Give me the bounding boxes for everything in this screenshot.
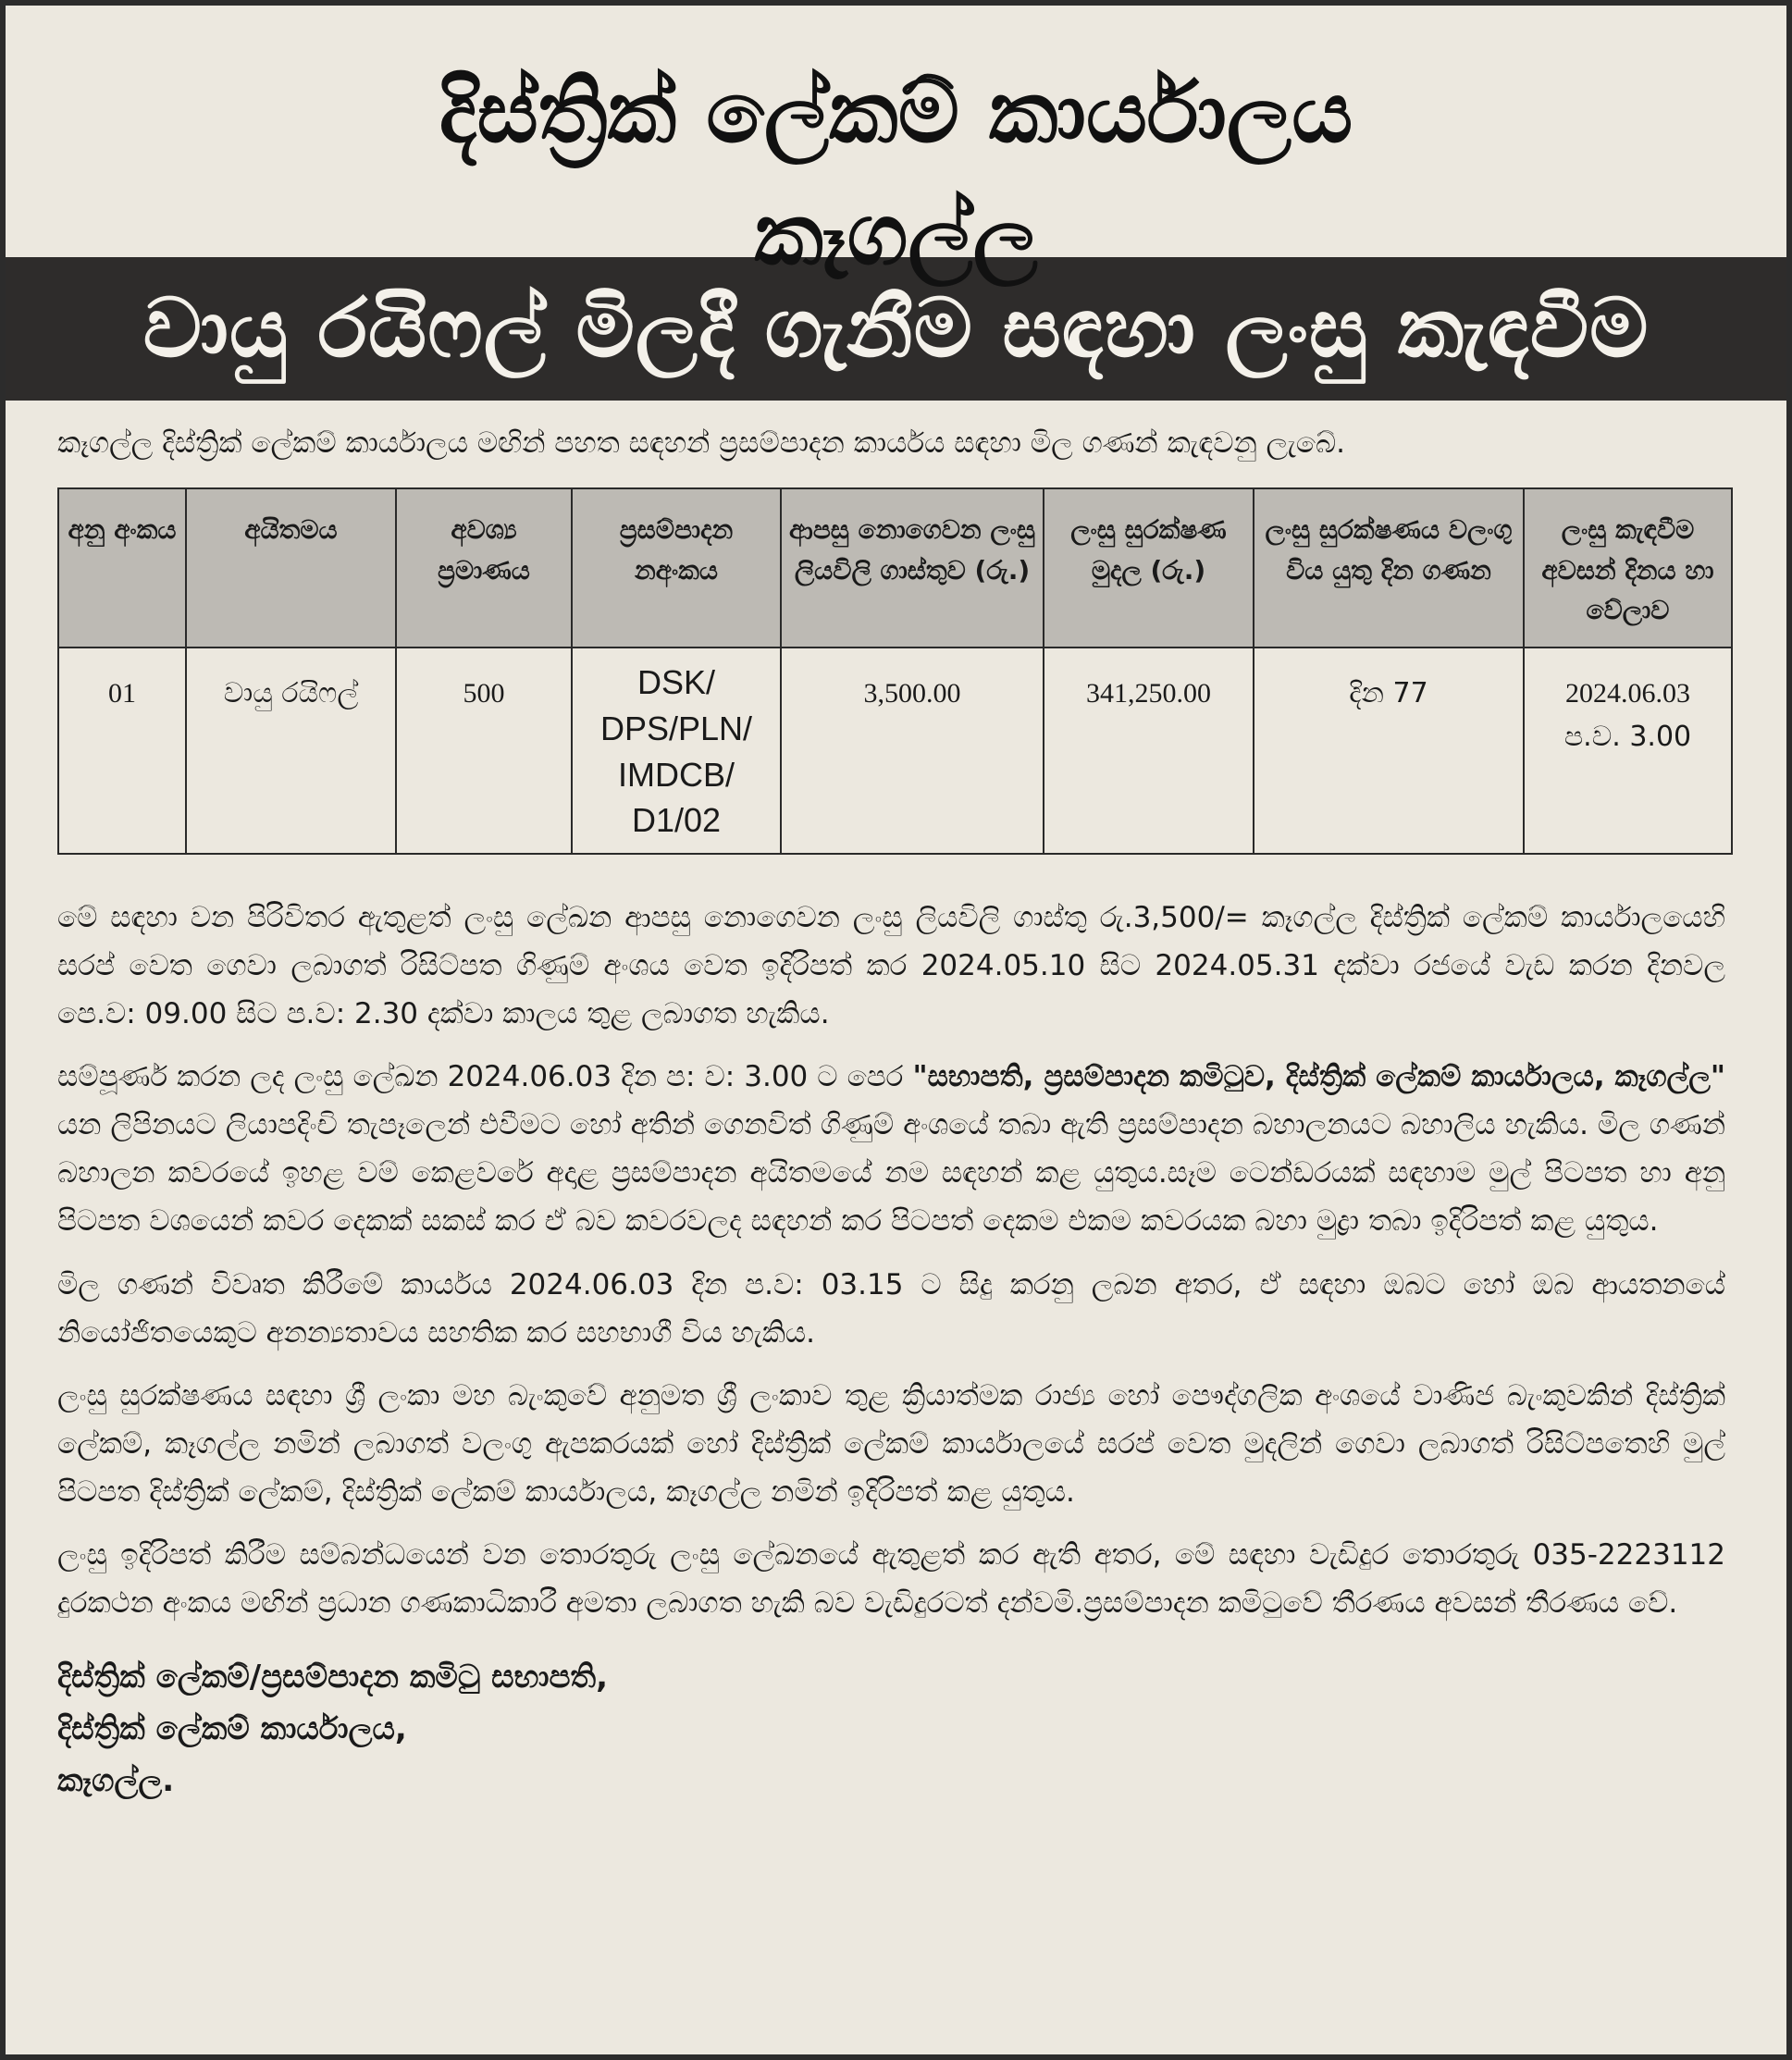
cell-fee: 3,500.00 xyxy=(781,648,1044,854)
cell-item: වායු රයිෆල් xyxy=(186,648,396,854)
col-header-ref: ප්‍රසම්පාදන නඅංකය xyxy=(572,488,781,648)
cell-validity: දින 77 xyxy=(1254,648,1524,854)
table-header-row xyxy=(58,488,1732,648)
paragraph-submission xyxy=(57,1053,1725,1245)
intro-text: කෑගල්ල දිස්ත්‍රික් ලේකම් කාර්යාලය මඟින් පහත සඳහන් ප්‍රසම්පාදන කාර්යය සඳහා මිල ගණන් කැඳවනු ලැබේ. xyxy=(57,426,1345,460)
paragraph-security: ලංසු සුරක්ෂණය සඳහා ශ්‍රී ලංකා මහ බැංකුවේ අනුමත ශ්‍රී ලංකාව තුළ ක්‍රියාත්මක රාජ්‍ය හෝ පෞද්ගලික අංශයේ වාණිජ බැංකුවකින් දිස්ත්‍රික් ලේකම්, කෑගල්ල නමින් ලබාගත් වලංගු ඇපකරයක් හෝ දිස්ත්‍රික් ලේකම් කාර්යාලයේ සරප් වෙත මුදලින් ගෙවා ලබාගත් රිසිට්පතෙහි මුල් පිටපත දිස්ත්‍රික් ලේකම්, දිස්ත්‍රික් ලේකම් කාර්යාලය, කෑගල්ල නමින් ඉදිරිපත් කළ යුතුය. xyxy=(57,1378,1725,1509)
ref-line-1: DSK/ xyxy=(636,663,716,702)
cell-qty: 500 xyxy=(396,648,572,854)
submission-text-end: යන ලිපිනයට ලියාපදිංචි තැපෑලෙන් එවීමට හෝ අතින් ගෙනවිත් ගිණුම් අංශයේ තබා ඇති ප්‍රසම්පාදන බහාලනයට බහාලිය හැකිය. මිල ගණන් බහාලන කවරයේ ඉහළ වම් කෙළවරේ අදාළ ප්‍රසම්පාදන අයිතමයේ නම සඳහන් කළ යුතුය.සෑම ටෙන්ඩරයක් සඳහාම මුල් පිටපත හා අනු පිටපත වශයෙන් කවර දෙකක් සකස් කර ඒ බව කවරවලද සඳහන් කර පිටපත් දෙකම එකම කවරයක බහා මුද්‍රා තබා ඉදිරිපත් කළ යුතුය. xyxy=(57,1108,1725,1239)
cell-security: 341,250.00 xyxy=(1044,648,1254,854)
paragraph-documents: මේ සඳහා වන පිරිවිතර ඇතුළත් ලංසු ලේඛන ආපසු නොගෙවන ලංසු ලියවිලි ගාස්තු රු.3,500/= කෑගල්ල දිස්ත්‍රික් ලේකම් කාර්යාලයෙහි සරප් වෙත ගෙවා ලබාගත් රිසිට්පත ගිණුම් අංශය වෙත ඉදිරිපත් කර 2024.05.10 සිට 2024.05.31 දක්වා රජයේ වැඩ කරන දිනවල පෙ.ව: 09.00 සිට ප.ව: 2.30 දක්වා කාලය තුළ ලබාගත හැකිය. xyxy=(57,900,1725,1031)
table-row xyxy=(58,648,1732,854)
submission-address: "සභාපති, ප්‍රසම්පාදන කමිටුව, දිස්ත්‍රික් ලේකම් කාර්යාලය, කෑගල්ල" xyxy=(912,1060,1726,1094)
office-title: දිස්ත්‍රික් ලේකම් කාර්යාලය xyxy=(439,63,1353,162)
col-header-security: ලංසු සුරක්ෂණ මුදල (රු.) xyxy=(1044,488,1254,648)
cell-no: 01 xyxy=(58,648,186,854)
closing-date: 2024.06.03 xyxy=(1565,678,1690,709)
closing-time: ප.ව. 3.00 xyxy=(1563,720,1692,753)
cell-closing xyxy=(1524,648,1732,854)
ref-line-4: D1/02 xyxy=(631,801,722,840)
ref-line-2: DPS/PLN/ xyxy=(599,709,753,747)
notice-body xyxy=(6,401,1786,1807)
office-location: කෑගල්ල xyxy=(754,185,1038,284)
ref-line-3: IMDCB/ xyxy=(618,755,735,794)
col-header-closing: ලංසු කැඳවීම අවසන් දිනය හා වේලාව xyxy=(1524,488,1732,648)
col-header-fee: ආපසු නොගෙවන ලංසු ලියවිලි ගාස්තුව (රු.) xyxy=(781,488,1044,648)
submission-text-start: සම්පූර්ණ කරන ලද ලංසු ලේඛන 2024.06.03 දින ප: ව: 3.00 ට පෙර xyxy=(57,1060,913,1094)
col-header-no: අනු අංකය xyxy=(58,488,186,648)
notice-header xyxy=(6,6,1786,284)
signature-block xyxy=(57,1651,1725,1807)
notice-title: වායු රයිෆල් මිලදී ගැනීම සඳහා ලංසු කැඳවීම xyxy=(142,280,1650,376)
col-header-item: අයිතමය xyxy=(186,488,396,648)
signature-line-1: දිස්ත්‍රික් ලේකම්/ප්‍රසම්පාදන කමිටු සභාපති, xyxy=(57,1659,609,1696)
col-header-validity: ලංසු සුරක්ෂණය වලංගු විය යුතු දින ගණන xyxy=(1254,488,1524,648)
signature-line-3: කෑගල්ල. xyxy=(57,1762,175,1800)
paragraph-contact: ලංසු ඉදිරිපත් කිරීම සම්බන්ධයෙන් වන තොරතුරු ලංසු ලේඛනයේ ඇතුළත් කර ඇති අතර, මේ සඳහා වැඩිදුර තොරතුරු 035-2223112 දුරකථන අංකය මඟින් ප්‍රධාන ගණකාධිකාරී අමතා ලබාගත හැකි බව වැඩිදුරටත් දන්වමි.ප්‍රසම්පාදන කමිටුවේ තීරණය අවසන් තීරණය වේ. xyxy=(57,1537,1725,1620)
signature-line-2: දිස්ත්‍රික් ලේකම් කාර්යාලය, xyxy=(57,1710,407,1748)
cell-ref xyxy=(572,648,781,854)
tender-table xyxy=(57,487,1733,855)
paragraph-opening: මිල ගණන් විවෘත කිරීමේ කාර්යය 2024.06.03 දින ප.ව: 03.15 ට සිදු කරනු ලබන අතර, ඒ සඳහා ඔබට හෝ ඔබ ආයතනයේ නියෝජිතයෙකුට අනන්‍යතාවය සහතික කර සහභාගී විය හැකිය. xyxy=(57,1267,1725,1350)
col-header-qty: අවශ්‍ය ප්‍රමාණය xyxy=(396,488,572,648)
